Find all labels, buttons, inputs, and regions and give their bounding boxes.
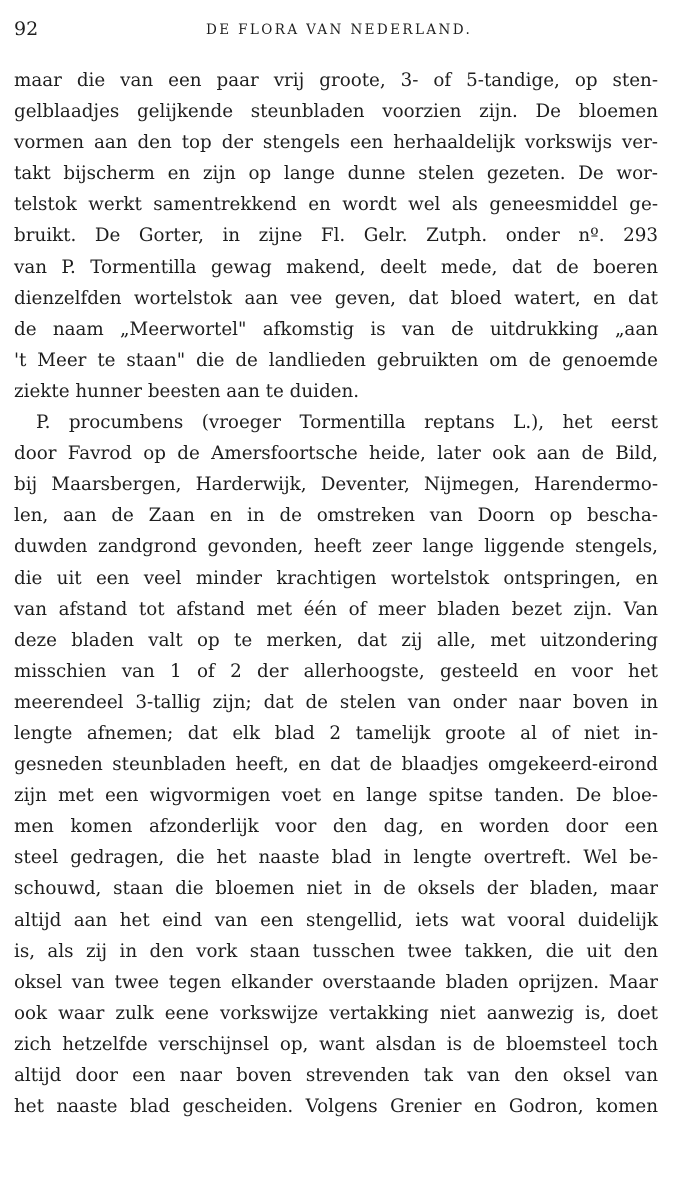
text-line: bij Maarsbergen, Harderwijk, Deventer, Nijmegen, Harendermo- xyxy=(14,474,658,496)
text-line: is, als zij in den vork staan tusschen twee takken, die uit den xyxy=(14,940,658,962)
text-line: die uit een veel minder krachtigen wortelstok ontspringen, en xyxy=(14,567,658,589)
text-line: steel gedragen, die het naaste blad in lengte overtreft. Wel be- xyxy=(14,847,658,869)
page-number: 92 xyxy=(14,18,39,40)
text-line: altijd aan het eind van een stengellid, iets wat vooral duidelijk xyxy=(14,909,658,931)
text-line: ook waar zulk eene vorkswijze vertakking niet aanwezig is, doet xyxy=(14,1002,658,1024)
text-line: oksel van twee tegen elkander overstaande bladen oprijzen. Maar xyxy=(14,971,658,993)
text-line: meerendeel 3-tallig zijn; dat de stelen van onder naar boven in xyxy=(14,691,658,713)
text-line: gesneden steunbladen heeft, en dat de blaadjes omgekeerd-eirond xyxy=(14,754,658,776)
text-line: van P. Tormentilla gewag makend, deelt mede, dat de boeren xyxy=(14,256,658,278)
text-line: door Favrod op de Amersfoortsche heide, later ook aan de Bild, xyxy=(14,443,658,465)
running-title: DE FLORA VAN NEDERLAND. xyxy=(206,22,473,38)
text-line: vormen aan den top der stengels een herhaaldelijk vorkswijs ver- xyxy=(14,132,658,154)
text-line: deze bladen valt op te merken, dat zij alle, met uitzondering xyxy=(14,629,658,651)
text-line: de naam „Meerwortel" afkomstig is van de uitdrukking „aan xyxy=(14,318,658,340)
text-line: dienzelfden wortelstok aan vee geven, dat bloed watert, en dat xyxy=(14,287,658,309)
text-line: duwden zandgrond gevonden, heeft zeer lange liggende stengels, xyxy=(14,536,658,558)
text-line: len, aan de Zaan en in de omstreken van Doorn op bescha- xyxy=(14,505,658,527)
paragraph-start-line: P. procumbens (vroeger Tormentilla reptans L.), het eerst xyxy=(36,412,658,434)
text-line: gelblaadjes gelijkende steunbladen voorzien zijn. De bloemen xyxy=(14,101,658,123)
text-line: telstok werkt samentrekkend en wordt wel als geneesmiddel ge- xyxy=(14,194,658,216)
text-line: van afstand tot afstand met één of meer bladen bezet zijn. Van xyxy=(14,598,658,620)
text-line: lengte afnemen; dat elk blad 2 tamelijk groote al of niet in- xyxy=(14,722,658,744)
text-line: 't Meer te staan" die de landlieden gebruikten om de genoemde xyxy=(14,349,658,371)
text-line: misschien van 1 of 2 der allerhoogste, gesteeld en voor het xyxy=(14,660,658,682)
page-header xyxy=(14,18,664,48)
paragraph-end-line: ziekte hunner beesten aan te duiden. xyxy=(14,380,360,402)
text-line: schouwd, staan die bloemen niet in de oksels der bladen, maar xyxy=(14,878,658,900)
text-line: zich hetzelfde verschijnsel op, want alsdan is de bloemsteel toch xyxy=(14,1033,658,1055)
body-text xyxy=(14,65,658,1122)
text-line: zijn met een wigvormigen voet en lange spitse tanden. De bloe- xyxy=(14,785,658,807)
text-line: men komen afzonderlijk voor den dag, en worden door een xyxy=(14,816,658,838)
text-line: bruikt. De Gorter, in zijne Fl. Gelr. Zutph. onder nº. 293 xyxy=(14,225,658,247)
text-line: het naaste blad gescheiden. Volgens Grenier en Godron, komen xyxy=(14,1096,658,1118)
text-line: takt bijscherm en zijn op lange dunne stelen gezeten. De wor- xyxy=(14,163,658,185)
text-line: maar die van een paar vrij groote, 3- of 5-tandige, op sten- xyxy=(14,70,658,91)
text-line: altijd door een naar boven strevenden tak van den oksel van xyxy=(14,1065,658,1086)
